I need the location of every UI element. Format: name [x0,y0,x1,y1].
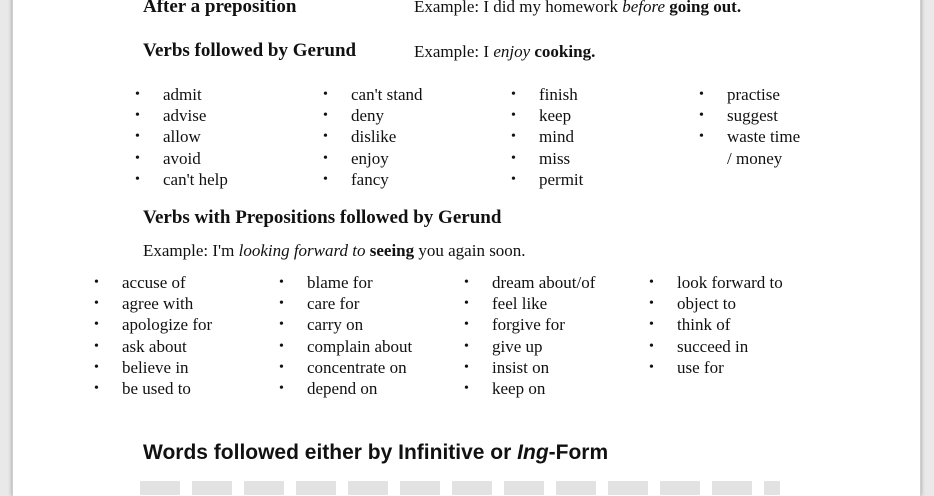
list-item-label: allow [163,127,201,147]
bullet-icon: • [135,129,140,145]
bullet-icon: • [464,380,469,396]
list-item-label: enjoy [351,148,389,168]
list-item-label: believe in [122,357,189,377]
bullet-icon: • [94,380,99,396]
list-item-label: practise [727,85,780,104]
example-italic: before [622,0,666,16]
list-item-label: succeed in [677,336,749,356]
list-item [279,357,412,378]
list-item [511,169,584,190]
list-item-label: admit [163,85,202,104]
list-item [699,105,800,126]
list-item [94,293,212,314]
bullet-icon: • [135,87,140,102]
bullet-icon: • [649,296,654,312]
list-item-label: permit [539,169,584,189]
list-item-label: dislike [351,127,397,147]
list-item-label: care for [307,294,360,314]
preposition-verbs-column-1 [94,272,213,399]
list-item-label: agree with [122,294,194,314]
example-text: Example: I [414,42,494,61]
bullet-icon: • [464,359,469,375]
list-item-label: fancy [351,169,389,189]
list-item-label: concentrate on [307,357,407,377]
gerund-verbs-column-4 [699,84,801,169]
list-item [135,105,228,126]
bullet-icon: • [135,171,140,187]
list-item [511,126,583,147]
bullet-icon: • [323,129,328,145]
bullet-icon: • [464,296,469,312]
list-item-label: advise [163,106,207,126]
list-item [94,336,212,357]
list-item-label: avoid [163,148,201,168]
example-verbs-prepositions [143,241,526,261]
list-item-label: mind [539,127,574,147]
list-item [279,378,412,399]
bullet-icon: • [699,87,704,102]
bullet-icon: • [649,338,654,354]
bullet-icon: • [279,275,284,290]
example-suffix: you again soon. [414,241,526,260]
list-item-label: keep [539,106,572,126]
list-item-label: waste time [727,127,801,147]
list-item [279,293,412,314]
bullet-icon: • [649,359,654,375]
list-item [135,169,228,190]
example-text: Example: I'm [143,241,239,260]
list-item [649,357,783,378]
bullet-icon: • [649,275,654,290]
bullet-icon: • [279,296,284,312]
list-item-label: apologize for [122,315,213,335]
list-item [649,314,783,335]
list-item-label: complain about [307,336,413,356]
list-item-label: use for [677,357,724,377]
list-item-label: finish [539,85,578,104]
list-item [135,84,228,105]
bullet-icon: • [279,359,284,375]
bullet-icon: • [649,317,654,333]
list-item-label: ask about [122,336,187,356]
bullet-icon: • [511,87,516,102]
bullet-icon: • [94,338,99,354]
gerund-verbs-column-1 [135,84,228,190]
list-item [464,378,595,399]
list-item-label: carry on [307,315,364,335]
list-item [464,293,595,314]
list-item [649,336,783,357]
heading-suffix: -Form [548,441,609,464]
example-bold: cooking. [534,42,596,61]
list-item-label: accuse of [122,273,186,292]
list-item [94,357,212,378]
list-item [279,336,413,357]
list-item [464,314,595,335]
bullet-icon: • [323,171,328,187]
list-item [94,272,212,293]
preposition-verbs-column-2 [279,272,413,399]
list-item-label: give up [492,336,543,356]
bullet-icon: • [511,108,516,124]
bullet-icon: • [135,150,140,166]
bullet-icon: • [279,380,284,396]
bullet-icon: • [94,359,99,375]
list-item [323,126,423,147]
bullet-icon: • [464,338,469,354]
list-item-label: keep on [492,378,546,398]
list-item-label: depend on [307,378,378,398]
example-italic: enjoy [493,42,531,61]
list-item-label: insist on [492,357,550,377]
list-item [323,105,423,126]
preposition-verbs-column-3 [464,272,596,399]
list-item [323,169,423,190]
list-item-label: feel like [492,294,548,314]
bullet-icon: • [279,317,284,333]
list-item [135,126,228,147]
list-item [699,84,800,105]
list-item [464,357,595,378]
list-item-continuation [727,148,800,169]
list-item-label: look forward to [677,273,783,292]
list-item [94,314,213,335]
example-after-preposition [414,0,741,17]
list-item [94,378,212,399]
example-bold: going out. [669,0,742,16]
bullet-icon: • [699,129,704,145]
example-text: Example: I did my homework [414,0,623,16]
bullet-icon: • [323,87,328,102]
list-item [464,336,595,357]
heading-text: Words followed either by Infinitive or [143,441,518,464]
list-item-label: think of [677,315,731,335]
list-item-label: can't help [163,169,228,189]
bullet-icon: • [511,171,516,187]
list-item [323,148,423,169]
list-item-label: / money [727,148,783,168]
example-bold: seeing [369,241,415,260]
list-item [511,105,583,126]
heading-infinitive-or-ing [143,441,608,465]
gerund-verbs-column-2 [323,84,423,190]
list-item [649,272,783,293]
list-item-label: can't stand [351,85,423,104]
list-item [464,272,596,293]
bullet-icon: • [464,317,469,333]
list-item-label: suggest [727,106,778,126]
heading-italic: Ing [517,441,549,464]
gerund-verbs-column-3 [511,84,584,190]
list-item-label: be used to [122,378,191,398]
example-verbs-gerund [414,42,595,62]
list-item [135,148,228,169]
list-item-label: blame for [307,273,373,292]
list-item [323,84,423,105]
list-item [279,272,412,293]
list-item-label: miss [539,148,571,168]
heading-verbs-gerund: Verbs followed by Gerund [143,40,357,61]
heading-after-preposition: After a preposition [143,0,297,17]
cut-off-text-line [140,481,780,495]
bullet-icon: • [323,150,328,166]
bullet-icon: • [511,150,516,166]
example-italic: looking forward to [238,241,366,260]
bullet-icon: • [94,296,99,312]
bullet-icon: • [279,338,284,354]
list-item [511,84,583,105]
list-item-label: object to [677,294,737,314]
bullet-icon: • [511,129,516,145]
list-item [699,126,801,147]
bullet-icon: • [135,108,140,124]
list-item [279,314,412,335]
bullet-icon: • [323,108,328,124]
bullet-icon: • [94,317,99,333]
list-item-label: deny [351,106,385,126]
heading-verbs-prepositions-gerund: Verbs with Prepositions followed by Gerund [143,207,502,228]
bullet-icon: • [94,275,99,290]
preposition-verbs-column-4 [649,272,783,378]
bullet-icon: • [699,108,704,124]
list-item-label: dream about/of [492,273,596,292]
list-item-label: forgive for [492,315,565,335]
bullet-icon: • [464,275,469,290]
list-item [649,293,783,314]
list-item [511,148,583,169]
